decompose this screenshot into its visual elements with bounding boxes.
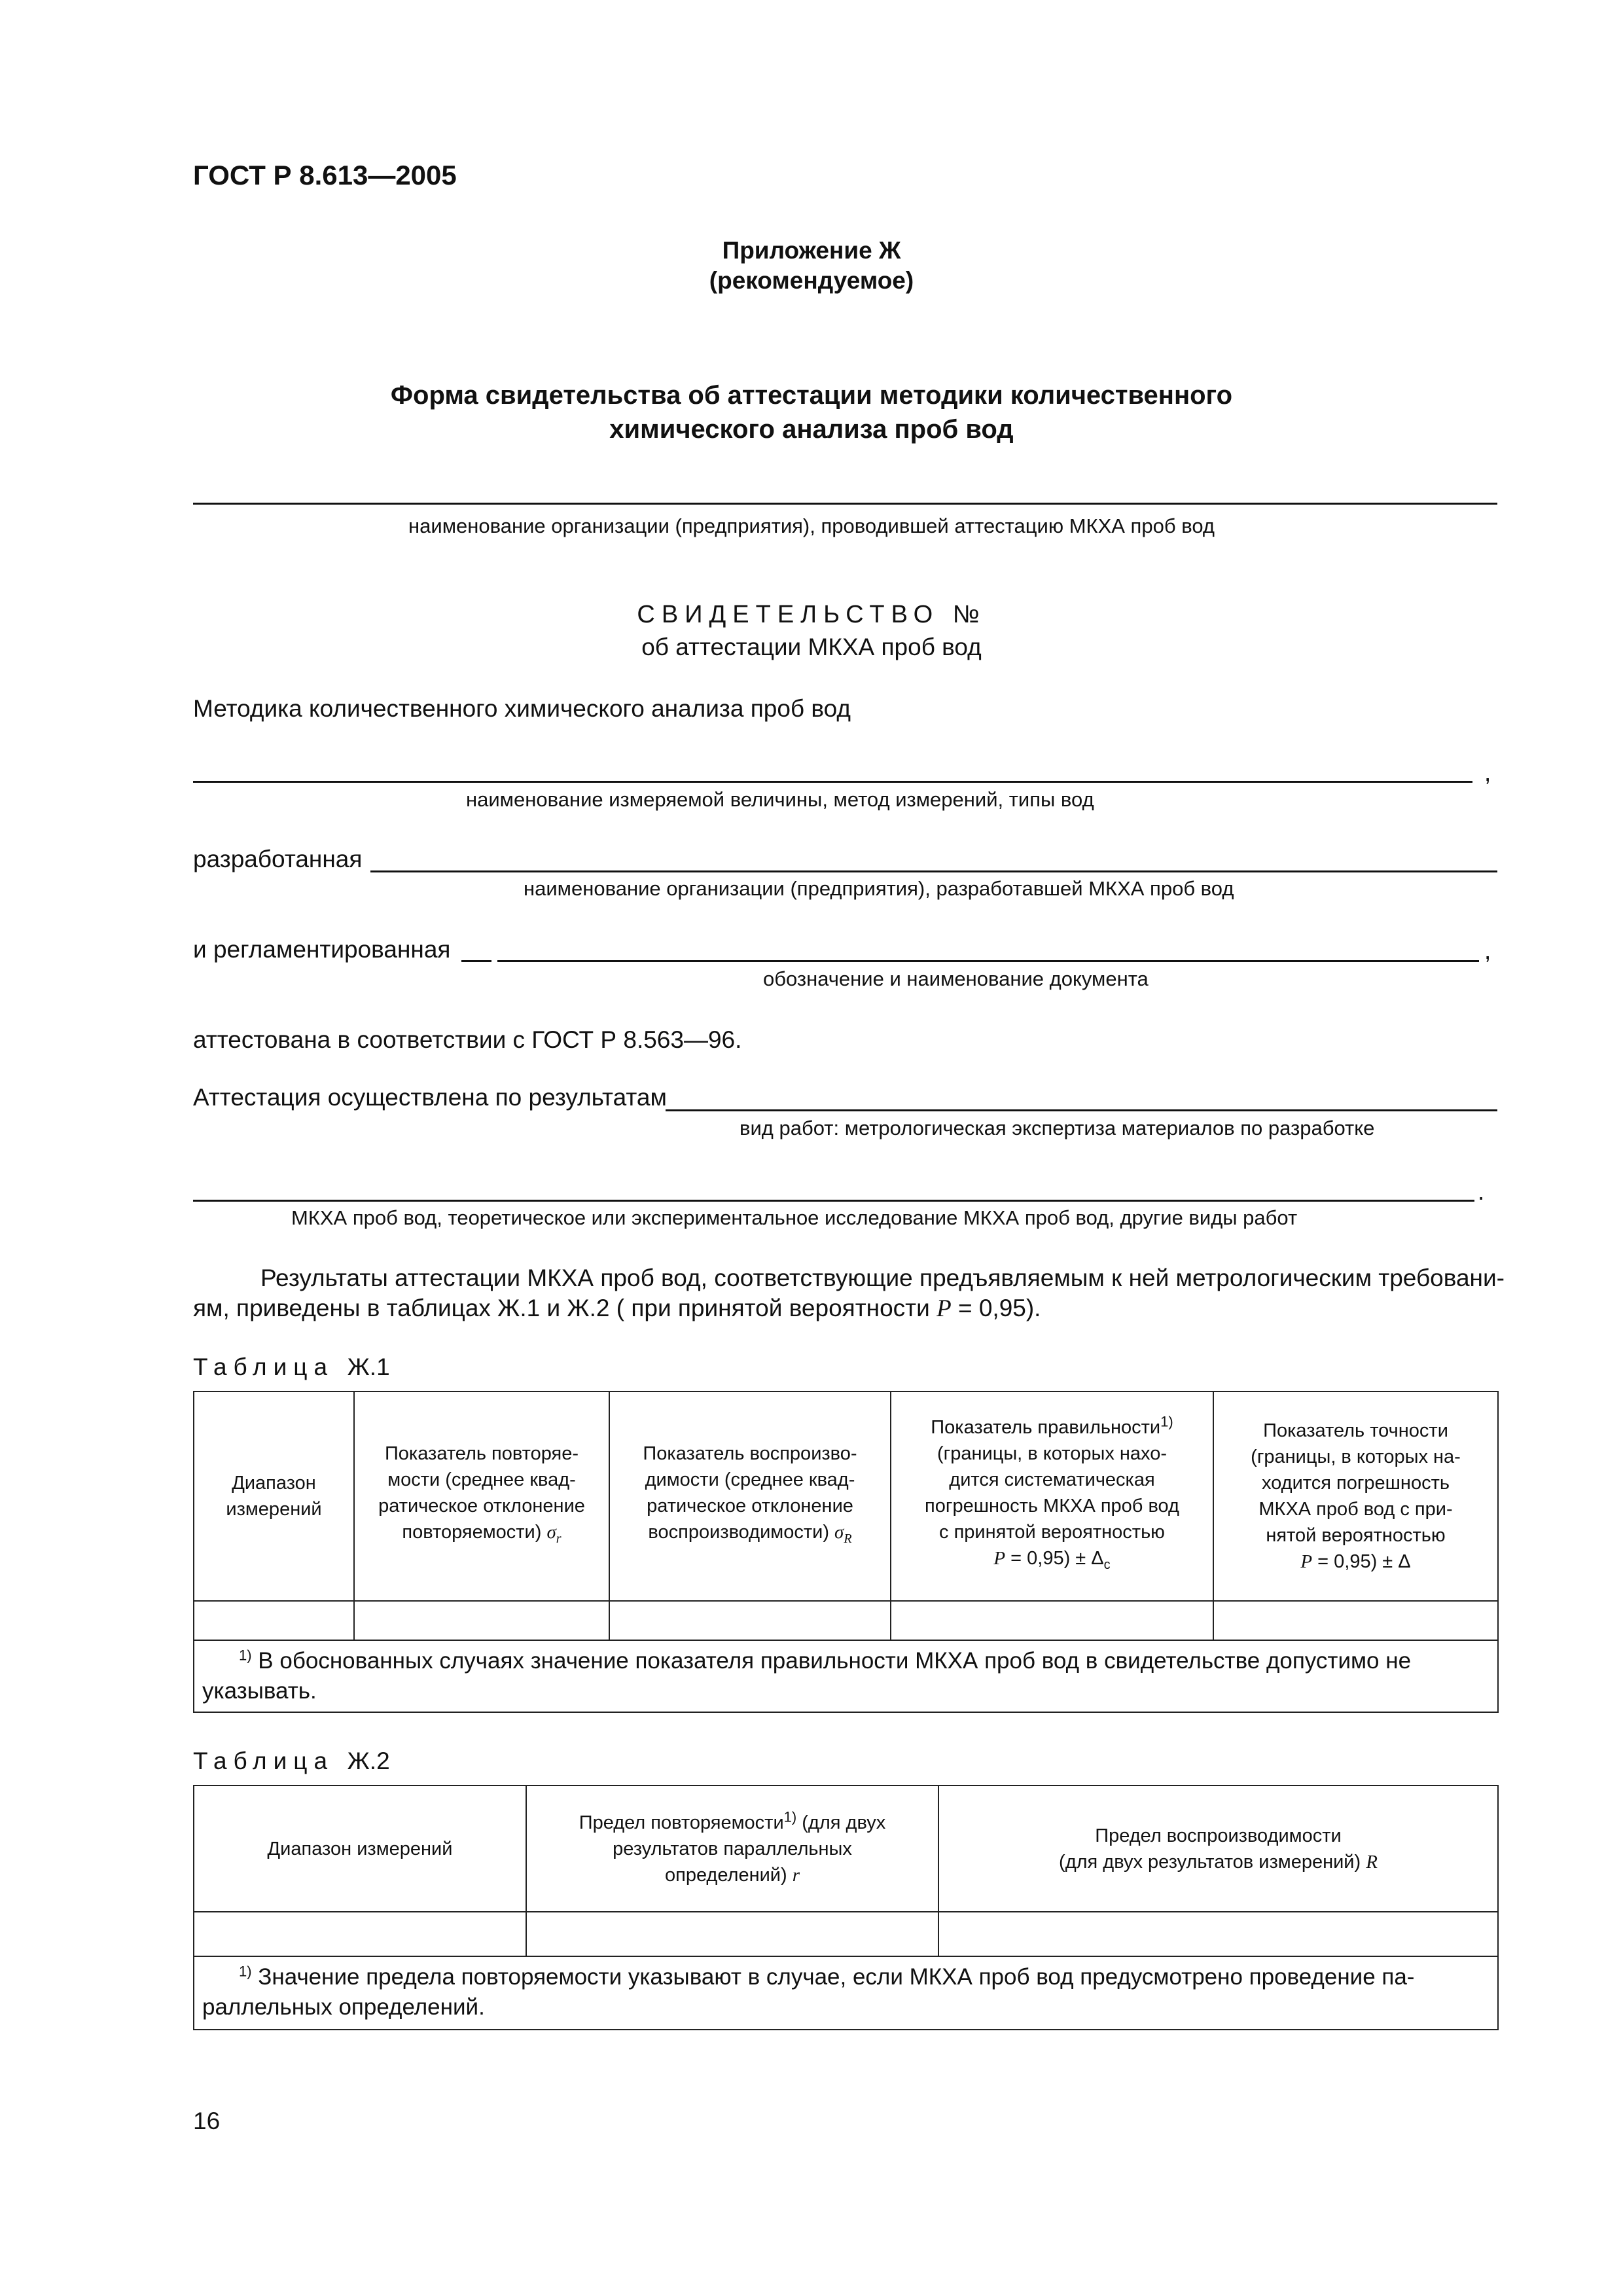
measured-comma: , [1484,759,1491,786]
table1-header-range: Диапазон измерений [194,1391,354,1601]
regulated-field-short-line [461,960,491,962]
table2-cell [938,1912,1498,1956]
table1-empty-row [194,1601,1498,1640]
table2-header-range: Диапазон измерений [194,1785,526,1912]
document-code: ГОСТ Р 8.613—2005 [193,160,457,190]
org-caption: наименование организации (предприятия), проводившей аттестацию МКХА проб вод [408,514,1215,537]
table2-empty-row [194,1912,1498,1956]
table-zh2 [193,1785,1499,2030]
attestation-period: . [1478,1178,1485,1205]
developed-field-line [370,870,1497,872]
table2-cell [526,1912,938,1956]
table1-header-accuracy: Показатель точности (границы, в которых на- ходится погрешность МКХА проб вод с при- нятой вероятностью P = 0,95) ± Δ [1213,1391,1498,1601]
table1-cell [1213,1601,1498,1640]
table2-footnote: $^{1)}$ Значение предела повторяемости указывают в случае, если МКХА проб вод предусмотрено проведение па-раллельных определений. [194,1956,1498,2030]
table2-header-reproducibility-limit: Предел воспроизводимости (для двух результатов измерений) R [938,1785,1498,1912]
certificate-subtitle: об аттестации МКХА проб вод [641,634,982,660]
regulated-comma: , [1484,937,1491,964]
regulated-caption: обозначение и наименование документа [763,967,1149,990]
appendix-label: Приложение Ж [722,237,901,264]
attestation-caption-2: МКХА проб вод, теоретическое или экспериментальное исследование МКХА проб вод, другие виды работ [291,1206,1298,1229]
table1-cell [609,1601,891,1640]
table1-header-trueness: Показатель правильности$^{1)}$ (границы, в которых нахо- дится систематическая погрешность МКХА проб вод с принятой вероятностью $P = 0,95) \pm \Delta_c$ [891,1391,1213,1601]
table1-caption: Таблица Ж.1 [193,1354,390,1380]
developed-caption: наименование организации (предприятия), разработавшей МКХА проб вод [524,877,1234,900]
table2-header-repeatability-limit: Предел повторяемости$^{1)}$ (для двух результатов параллельных определений) r [526,1785,938,1912]
page-number: 16 [193,2108,221,2134]
table-zh1 [193,1391,1499,1713]
attestation-field-line-2 [193,1200,1474,1202]
certified-text: аттестована в соответствии с ГОСТ Р 8.563—96. [193,1026,742,1053]
measured-caption: наименование измеряемой величины, метод измерений, типы вод [466,788,1094,811]
table1-cell [891,1601,1213,1640]
method-label: Методика количественного химического анализа проб вод [193,695,851,722]
results-line2: ям, приведены в таблицах Ж.1 и Ж.2 ( при принятой вероятности P = 0,95). [193,1295,1041,1322]
regulated-label: и регламентированная [193,936,451,963]
measured-field-line [193,781,1472,783]
developed-label: разработанная [193,846,363,872]
table1-header-reproducibility: Показатель воспроизво- димости (среднее квад- ратическое отклонение воспроизводимости) $\sigma_R$ [609,1391,891,1601]
table2-caption: Таблица Ж.2 [193,1748,390,1774]
table1-cell [194,1601,354,1640]
regulated-field-line [497,960,1479,962]
attestation-caption-1: вид работ: метрологическая экспертиза материалов по разработке [740,1117,1375,1139]
org-field-line [193,503,1497,505]
table2-cell [194,1912,526,1956]
results-line1: Результаты аттестации МКХА проб вод, соответствующие предъявляемым к ней метрологическим требовани- [260,1265,1505,1291]
form-title-line1: Форма свидетельства об аттестации методики количественного [390,381,1233,410]
table1-footnote: $^{1)}$ В обоснованных случаях значение показателя правильности МКХА проб вод в свидетельстве допустимо не указывать. [194,1640,1498,1712]
attestation-label: Аттестация осуществлена по результатам [193,1084,667,1111]
appendix-kind: (рекомендуемое) [709,267,914,294]
certificate-title: СВИДЕТЕЛЬСТВО № [637,601,986,628]
table1-header-repeatability: Показатель повторяе- мости (среднее квад- ратическое отклонение повторяемости) $\sigma_r$ [354,1391,609,1601]
table1-cell [354,1601,609,1640]
form-title-line2: химического анализа проб вод [609,415,1014,444]
attestation-field-line [666,1109,1497,1111]
